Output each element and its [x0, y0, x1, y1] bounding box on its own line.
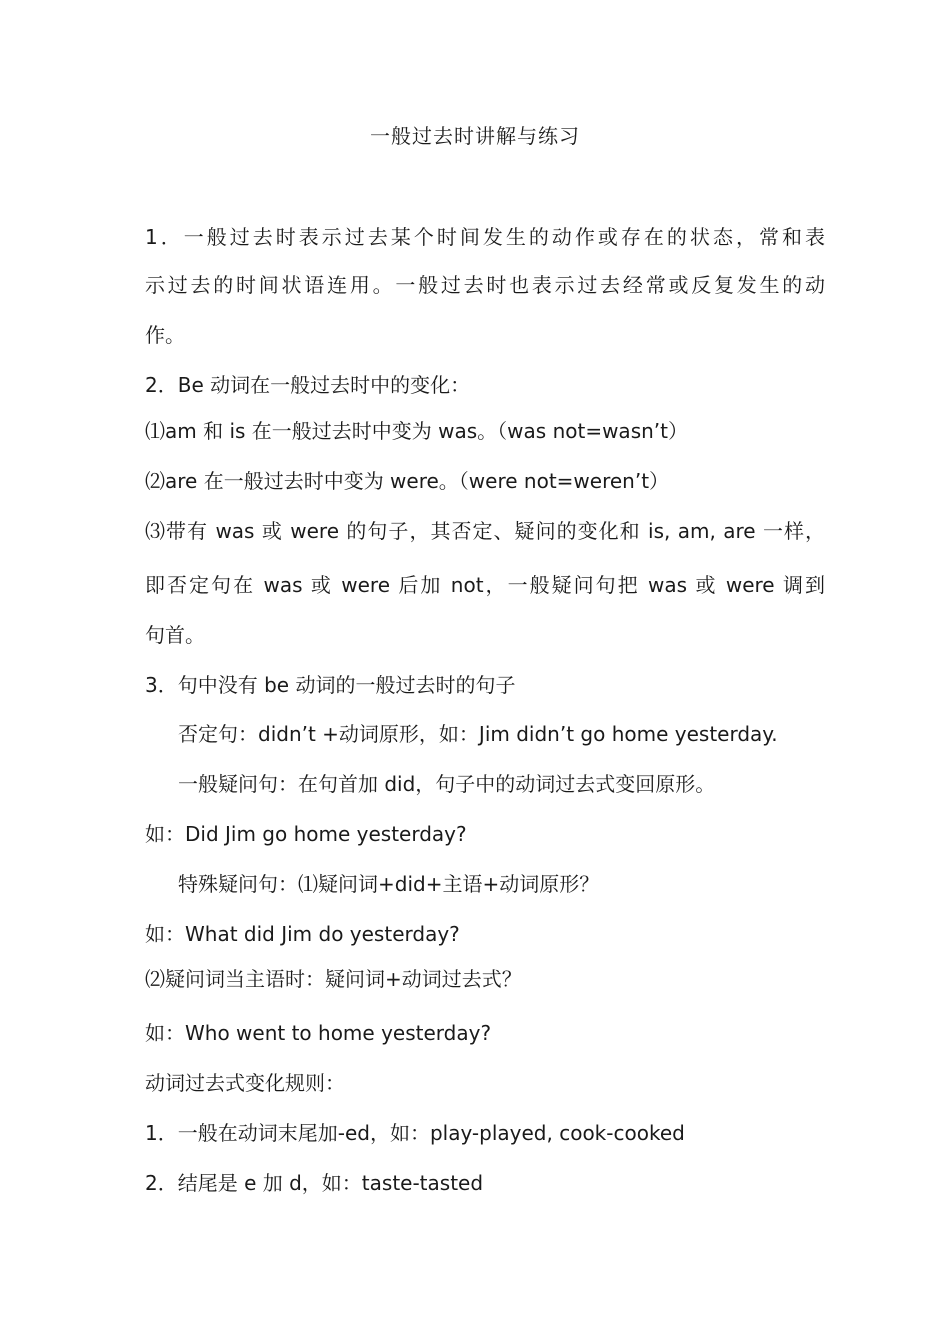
paragraph-line: ⑵疑问词当主语时：疑问词+动词过去式？	[145, 967, 522, 991]
paragraph-line: 作。	[145, 323, 185, 347]
paragraph-line: 如：What did Jim do yesterday?	[145, 922, 460, 946]
paragraph-line: 如：Who went to home yesterday?	[145, 1021, 492, 1045]
paragraph-line: 2．Be 动词在一般过去时中的变化：	[145, 373, 471, 397]
paragraph-line: 否定句：didn’t +动词原形，如：Jim didn’t go home yesterday.	[178, 722, 778, 746]
paragraph-line: ⑴am 和 is 在一般过去时中变为 was。（was not=wasn’t）	[145, 419, 688, 443]
paragraph-line: ⑶带有 was 或 were 的句子，其否定、疑问的变化和 is, am, are 一样，	[145, 519, 825, 543]
paragraph-line: 1．一般过去时表示过去某个时间发生的动作或存在的状态，常和表	[145, 225, 825, 249]
paragraph-line: 1．一般在动词末尾加-ed，如：play-played, cook-cooked	[145, 1121, 685, 1145]
page-title: 一般过去时讲解与练习	[370, 124, 580, 148]
paragraph-line: 一般疑问句：在句首加 did，句子中的动词过去式变回原形。	[178, 772, 716, 796]
paragraph-line: 动词过去式变化规则：	[145, 1071, 345, 1095]
paragraph-line: ⑵are 在一般过去时中变为 were。（were not=weren’t）	[145, 469, 670, 493]
paragraph-line: 即否定句在 was 或 were 后加 not，一般疑问句把 was 或 were 调到	[145, 573, 825, 597]
paragraph-line: 3．句中没有 be 动词的一般过去时的句子	[145, 673, 516, 697]
paragraph-line: 特殊疑问句：⑴疑问词+did+主语+动词原形？	[178, 872, 600, 896]
paragraph-line: 示过去的时间状语连用。一般过去时也表示过去经常或反复发生的动	[145, 273, 825, 297]
paragraph-line: 句首。	[145, 623, 205, 647]
paragraph-line: 2．结尾是 e 加 d，如：taste-tasted	[145, 1171, 484, 1195]
paragraph-line: 如：Did Jim go home yesterday?	[145, 822, 467, 846]
